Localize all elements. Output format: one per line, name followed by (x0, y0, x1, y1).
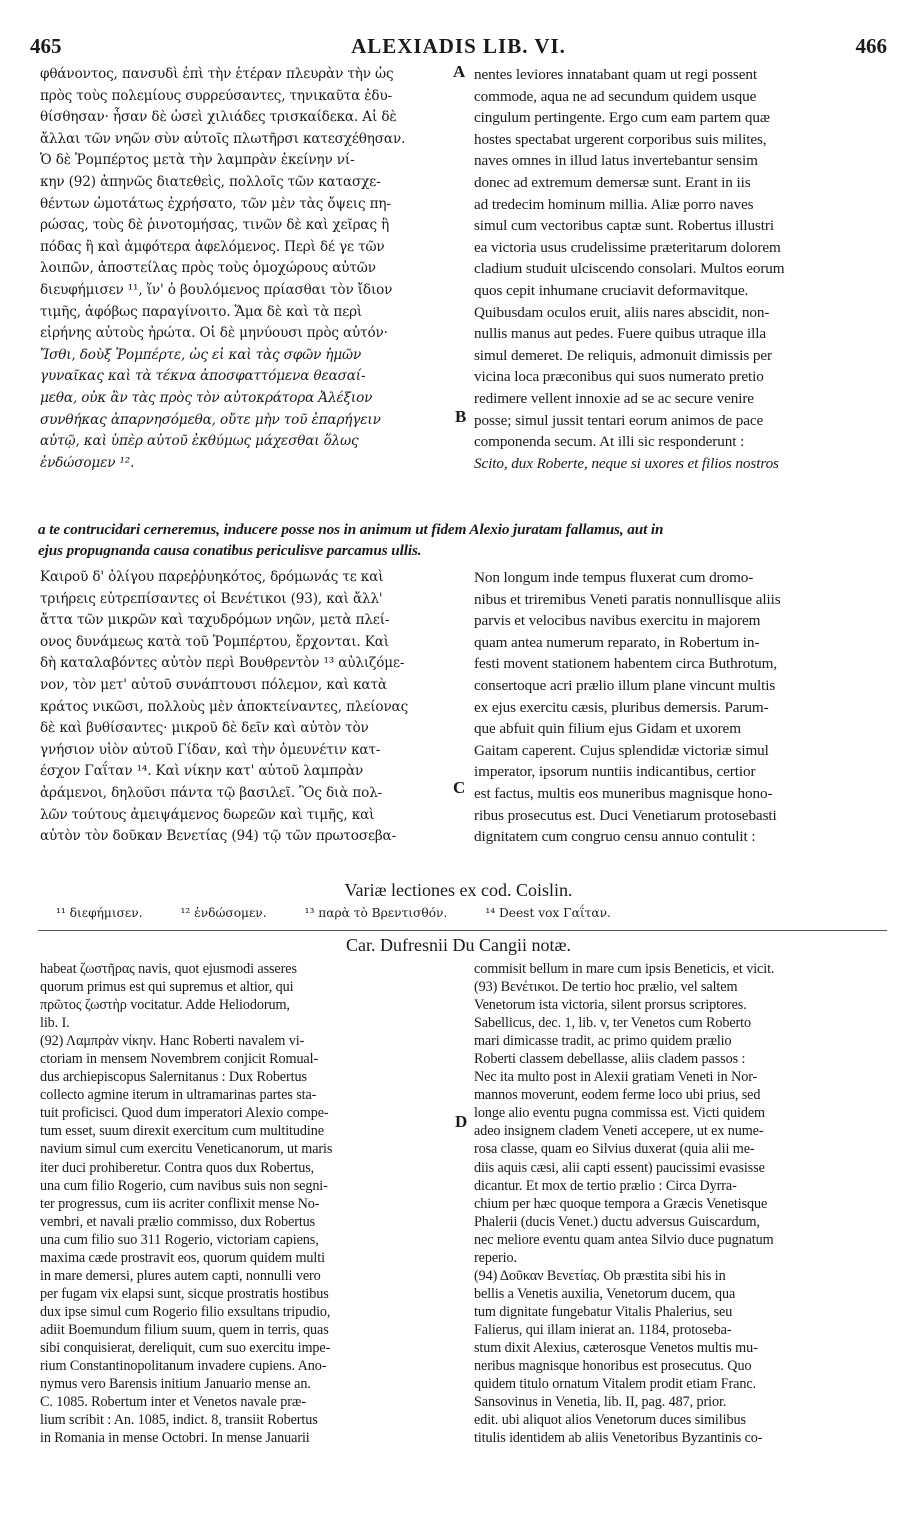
note-line: quidem titulo ornatum Vitalem prodit etiam Franc. (474, 1376, 757, 1393)
note-line: diis aquis cæsi, alii capti essent) paucissimi evasisse (474, 1159, 765, 1176)
note-line: dux ipse simul cum Rogerio filio exsultans tripudio, (40, 1303, 331, 1320)
note-line: longe alio eventu pugna commissa est. Victi quidem (474, 1105, 765, 1122)
greek-line: εἰρήνης αὐτοὺς ἠρώτα. Οἱ δὲ μηνύουσι πρὸς αὐτόν· (40, 325, 388, 342)
note-line: (92) Λαμπρὰν νίκην. Hanc Roberti navalem vi- (40, 1033, 305, 1050)
greek-line: ἄττα τῶν μικρῶν καὶ ταχυδρόμων νηῶν, μετὰ πλεί- (40, 612, 390, 629)
greek-line: Καιροῦ δ' ὀλίγου παρεῤῥυηκότος, δρόμωνάς τε καὶ (40, 569, 384, 585)
note-line: tuit proficisci. Quod dum imperatori Alexio compe- (40, 1105, 329, 1122)
note-line: Nec ita multo post in Alexii gratiam Veneti in Nor- (474, 1069, 758, 1086)
greek-line: θίσθησαν· ἦσαν δὲ ὡσεὶ χιλιάδες τρισκαίδεκα. Αἱ δὲ (40, 109, 397, 126)
note-line: navium simul cum exercitu Veneticanorum, ut maris (40, 1141, 333, 1158)
margin-letter-c: C (453, 778, 466, 797)
note-line: (93) Βενέτικοι. De tertio hoc prælio, vel saltem (474, 979, 738, 996)
latin-line: donec ad extremum demersæ sunt. Erant in iis (474, 173, 751, 191)
latin-line-italic: Scito, dux Roberte, neque si uxores et filios nostros (474, 454, 779, 472)
latin-line: cingulum pertingente. Ergo cum eam partem quæ (474, 109, 770, 127)
greek-line: γνήσιον υἱὸν αὐτοῦ Γίδαν, καὶ τὴν ὁμευνέτιν κατ- (40, 741, 381, 758)
latin-line: ad tredecim hominum millia. Aliæ porro naves (474, 195, 754, 213)
greek-line: λοιπῶν, ἀποστείλας πρὸς τοὺς ὁμοχώρους αὐτῶν (40, 260, 376, 277)
running-title: ALEXIADIS LIB. VI. (351, 34, 566, 58)
greek-line: λῶν τούτους ἀμειψάμενος δωρεῶν καὶ τιμῆς, καὶ (40, 806, 375, 823)
greek-line: έσχον Γαΐταν ¹⁴. Καὶ νίκην κατ' αὐτοῦ λαμπρὰν (40, 763, 364, 780)
greek-line: πρὸς τοὺς πολεμίους συρρεύσαντες, τηνικαῦτα ἐδυ- (40, 87, 392, 104)
latin-line: Gaitam caperent. Cujus splendidæ victoriæ simul (474, 741, 769, 759)
note-line: adeo insignem cladem Veneti accepere, ut ex nume- (474, 1123, 764, 1140)
latin-line: naves omnes in illud latus invertebantur sensim (474, 152, 758, 170)
note-line: tum esset, suum direxit exercitum cum multitudine (40, 1123, 324, 1140)
note-line: neribus magnisque honoribus est prosecutus. Quo (474, 1358, 752, 1375)
note-line: titulis identidem ab aliis Venetoribus Byzantinis co- (474, 1430, 763, 1447)
note-line: chium per hæc quoque tempora a Græcis Venetisque (474, 1195, 768, 1212)
greek-line-italic: συνθήκας ἀπαρνησόμεθα, οὔτε μὴν τοῦ ἐπαρήγειν (40, 411, 381, 428)
note-line: rium Constantinopolitanum invadere cupiens. Ano- (40, 1358, 327, 1375)
notes-title: Car. Dufresnii Du Cangii notæ. (346, 935, 571, 955)
greek-line: αὐτὸν τὸν δοῦκαν Βενετίας (94) τῷ τῶν πρωτοσεβα- (40, 828, 397, 845)
latin-line: hostes spectabat urgerent corporibus suis milites, (474, 130, 767, 148)
page-number-right: 466 (855, 34, 887, 58)
latin-line: Non longum inde tempus fluxerat cum dromo- (474, 569, 754, 586)
latin-line: quam antea numerum reparato, in Robertum in- (474, 633, 760, 651)
note-line: rosa classe, quam eo Silvius duxerat (quia alii me- (474, 1141, 755, 1158)
variae-lectiones-items (56, 906, 897, 920)
note-line: quorum primus est qui supremus et altior, qui (40, 979, 294, 996)
greek-line: πόδας ἢ καὶ ἀμφότερα ἀφελόμενος. Περὶ δέ γε τῶν (40, 238, 385, 255)
greek-line-italic: Ἴσθι, δοὺξ Ῥομπέρτε, ὡς εἰ καὶ τὰς σφῶν ἡμῶν (40, 346, 362, 363)
latin-line: ex ejus exercitu cæsis, pluribus demersis. Parum- (474, 698, 769, 716)
greek-line: ρώσας, τοὺς δὲ ῥινοτομήσας, τινῶν δὲ καὶ χεῖρας ἢ (40, 217, 390, 234)
note-line: Sabellicus, dec. 1, lib. v, ter Venetos cum Roberto (474, 1015, 752, 1032)
note-line: una cum filio Rogerio, cum navibus suis non segni- (40, 1177, 328, 1194)
latin-line: nullis manus aut pedes. Fuere quibus utraque illa (474, 325, 767, 343)
note-line: ctoriam in mensem Novembrem conjicit Romual- (40, 1051, 319, 1068)
note-line: vembri, et navali prælio commisso, dux Robertus (40, 1213, 316, 1230)
notes-column-left (40, 960, 456, 1447)
note-line: commisit bellum in mare cum ipsis Beneticis, et vicit. (474, 961, 775, 977)
latin-line: ea victoria usus crudelissime præteritarum dolorem (474, 238, 781, 256)
greek-line-italic: γυναῖκας καὶ τὰ τέκνα ἀποσφαττόμενα θεασαί- (40, 368, 366, 385)
note-line: dicantur. Et mox de tertio prælio : Circa Dyrra- (474, 1177, 737, 1194)
latin-line: que abfuit quin filium ejus Gidam et uxorem (474, 720, 741, 738)
greek-line: Ὁ δὲ Ῥομπέρτος μετὰ τὴν λαμπρὰν ἐκείνην νί- (40, 152, 355, 169)
note-line: sibi conquisierat, dereliquit, cum suo exercitu impe- (40, 1339, 331, 1356)
latin-line: dignitatem cum congruo censu annuo contulit : (474, 828, 756, 846)
margin-letter-d: D (455, 1112, 468, 1131)
note-line: Sansovinus in Venetia, lib. II, pag. 487, prior. (474, 1394, 727, 1411)
latin-line: imperator, ipsorum nuntiis indicantibus, certior (474, 763, 756, 781)
variant-reading: ¹³ παρὰ τὸ Βρεντισθόν. (304, 906, 448, 920)
greek-line: διευφήμισεν ¹¹, ἵν' ὁ βουλόμενος πρίασθαι τὸν ἴδιον (40, 281, 393, 298)
note-line: dus archiepiscopus Salernitanus : Dux Robertus (40, 1069, 307, 1086)
note-line: in mare demersi, plures autem capti, nonnulli vero (40, 1267, 321, 1284)
note-line: lib. I. (40, 1015, 70, 1032)
note-line: πρῶτος ζωστὴρ vocitatur. Adde Heliodorum, (40, 997, 290, 1014)
note-line: lium scribit : An. 1085, indict. 8, transiit Robertus (40, 1412, 318, 1429)
note-line: Venetorum ista victoria, silent prorsus scriptores. (474, 997, 747, 1014)
note-line: iter duci prohiberetur. Contra quos dux Robertus, (40, 1159, 315, 1176)
greek-line-italic: αὐτῷ, καὶ ὑπὲρ αὐτοῦ ἐκθύμως μάχεσθαι ὅλως (40, 433, 359, 450)
greek-line: ἄλλαι τῶν νηῶν σὺν αὐτοῖς πλωτῆρσι κατεσχέθησαν. (40, 130, 406, 147)
note-line: Roberti classem debellasse, aliis cladem passos : (474, 1051, 746, 1068)
note-line: habeat ζωστῆρας navis, quot ejusmodi asseres (40, 961, 297, 977)
greek-line: τριήρεις εὐτρεπίσαντες οἱ Βενέτικοι (93), καὶ ἄλλ' (40, 590, 383, 607)
latin-line: commode, aqua ne ad secundum quidem usque (474, 87, 757, 105)
note-line: stum dixit Alexius, cæterosque Venetos multis mu- (474, 1339, 758, 1356)
greek-line: νον, τὸν μετ' αὐτοῦ συνάπτουσι πόλεμον, καὶ κατὰ (40, 676, 387, 693)
margin-letter-a: A (453, 62, 466, 81)
greek-line: τιμῆς, ἀφόβως παραγίνοιτο. Ἅμα δὲ καὶ τὰ περὶ (40, 303, 363, 320)
greek-line: δὲ καὶ βυθίσαντες· μικροῦ δὲ δεῖν καὶ αὐτὸν τὸν (40, 720, 369, 737)
latin-line: ribus prosecutus est. Duci Venetiarum protosebasti (474, 806, 777, 824)
note-line: collecto agmine iterum in ultramarinas partes sta- (40, 1087, 317, 1104)
latin-line: parvis et velocibus navibus exercitu in majorem (474, 612, 761, 630)
latin-line: simul demeret. De reliquis, admonuit dimissis per (474, 346, 772, 364)
notes-column-right (474, 960, 884, 1447)
latin-line: vicina loca præconibus qui suos numerato pretio (474, 368, 764, 386)
note-line: bellis a Venetis auxilia, Venetorum ducem, qua (474, 1285, 736, 1302)
latin-line: redimere vellent innoxie ad se ac secure venire (474, 389, 754, 407)
greek-line: θέντων ὠμοτάτως ἐχρήσατο, τῶν μὲν τὰς ὄψεις πη- (40, 195, 391, 212)
greek-text-column-1 (40, 64, 456, 474)
note-line: mari dimicasse tradit, ac primo quidem prælio (474, 1033, 732, 1050)
divider-line (38, 930, 887, 931)
greek-line: κράτος νικῶσι, πολλοὺς μὲν ἀποκτείναντες, πλείονας (40, 698, 409, 715)
latin-line: quos cepit inhumane cruciavit deformavitque. (474, 281, 749, 299)
latin-line: simul cum vectoribus captæ sunt. Robertus illustri (474, 217, 774, 235)
note-line: nymus vero Barensis initium Januario mense an. (40, 1376, 311, 1393)
latin-line: consertoque acri prælio illum plane vincunt multis (474, 676, 776, 694)
page-number-left: 465 (30, 34, 62, 58)
note-line: mannos moverunt, eodem ferme loco ubi prius, sed (474, 1087, 761, 1104)
note-line: reperio. (474, 1249, 517, 1266)
variant-reading: ¹⁴ Deest vox Γαΐταν. (485, 906, 611, 920)
latin-line: componenda secum. At illi sic responderunt : (474, 433, 745, 451)
note-line: tum dignitate fungebatur Vitalis Phalerius, seu (474, 1303, 733, 1320)
note-line: Phalerii (ducis Venet.) ductu adversus Guiscardum, (474, 1213, 760, 1230)
note-line: Falierus, qui illam inierat an. 1184, protoseba- (474, 1321, 732, 1338)
full-width-italic-text (38, 519, 883, 561)
latin-line: nentes leviores innatabant quam ut regi possent (474, 66, 757, 83)
greek-text-column-2 (40, 567, 456, 848)
latin-line: festi movent stationem habentem circa Buthrotum, (474, 655, 778, 673)
variant-reading: ¹¹ διεφήμισεν. (56, 906, 143, 920)
latin-line: est factus, multis eos muneribus magnisque hono- (474, 784, 773, 802)
latin-text-column-2 (474, 567, 884, 848)
latin-line: cladium studuit ulciscendo consolari. Multos eorum (474, 260, 785, 278)
full-width-line: a te contrucidari cerneremus, inducere posse nos in animum ut fidem Alexio juratam fallamus, aut in (38, 521, 664, 538)
note-line: in Romania in mense Octobri. In mense Januarii (40, 1430, 310, 1447)
note-line: per fugam vix elapsi sunt, sicque prostratis hostibus (40, 1285, 329, 1302)
margin-letter-b: B (455, 407, 467, 426)
note-line: una cum filio suo 311 Rogerio, victoriam capiens, (40, 1231, 319, 1248)
note-line: C. 1085. Robertum inter et Venetos navale præ- (40, 1394, 306, 1411)
greek-line: κην (92) ἀπηνῶς διατεθεὶς, πολλοῖς τῶν κατασχε- (40, 173, 381, 190)
note-line: maxima cæde prostravit eos, quorum quidem multi (40, 1249, 325, 1266)
latin-line: Quibusdam oculos eruit, aliis nares abscidit, non- (474, 303, 770, 321)
greek-line-italic: μεθα, οὐκ ἂν τὰς πρὸς τὸν αὐτοκράτορα Ἀλέξιον (40, 389, 373, 406)
note-line: (94) Δοῦκαν Βενετίας. Ob præstita sibi his in (474, 1267, 726, 1284)
latin-line: posse; simul jussit tentari eorum animos de pace (474, 411, 764, 429)
greek-line: ἀράμενοι, δηλοῦσι πάντα τῷ βασιλεῖ. Ὃς διὰ πολ- (40, 784, 383, 801)
note-line: adiit Boemundum filium suum, quem in terris, quas (40, 1321, 329, 1338)
note-line: edit. ubi aliquot alios Venetorum duces similibus (474, 1412, 746, 1429)
latin-line: nibus et triremibus Veneti paratis nonnullisque aliis (474, 590, 781, 608)
greek-line: δὴ καταλαβόντες αὐτὸν περὶ Βουθρεντὸν ¹³ αὐλιζόμε- (40, 655, 405, 672)
full-width-line: ejus propugnanda causa conatibus periculisve parcamus ullis. (38, 542, 422, 559)
variant-reading: ¹² ἐνδώσομεν. (180, 906, 267, 920)
note-line: ter progressus, cum iis acriter conflixit mense No- (40, 1195, 320, 1212)
latin-text-column-1 (474, 64, 884, 474)
greek-line: φθάνοντος, πανσυδὶ ἐπὶ τὴν ἑτέραν πλευρὰν τὴν ὡς (40, 66, 394, 82)
greek-line-italic: ἐνδώσομεν ¹². (40, 454, 135, 471)
page-header (30, 34, 887, 60)
variae-lectiones-title: Variæ lectiones ex cod. Coislin. (344, 880, 573, 900)
note-line: nec meliore eventu quam antea Silvio duce pugnatum (474, 1231, 774, 1248)
greek-line: ονος δυνάμεως κατὰ τοῦ Ῥομπέρτου, ἔρχονται. Καὶ (40, 633, 389, 650)
